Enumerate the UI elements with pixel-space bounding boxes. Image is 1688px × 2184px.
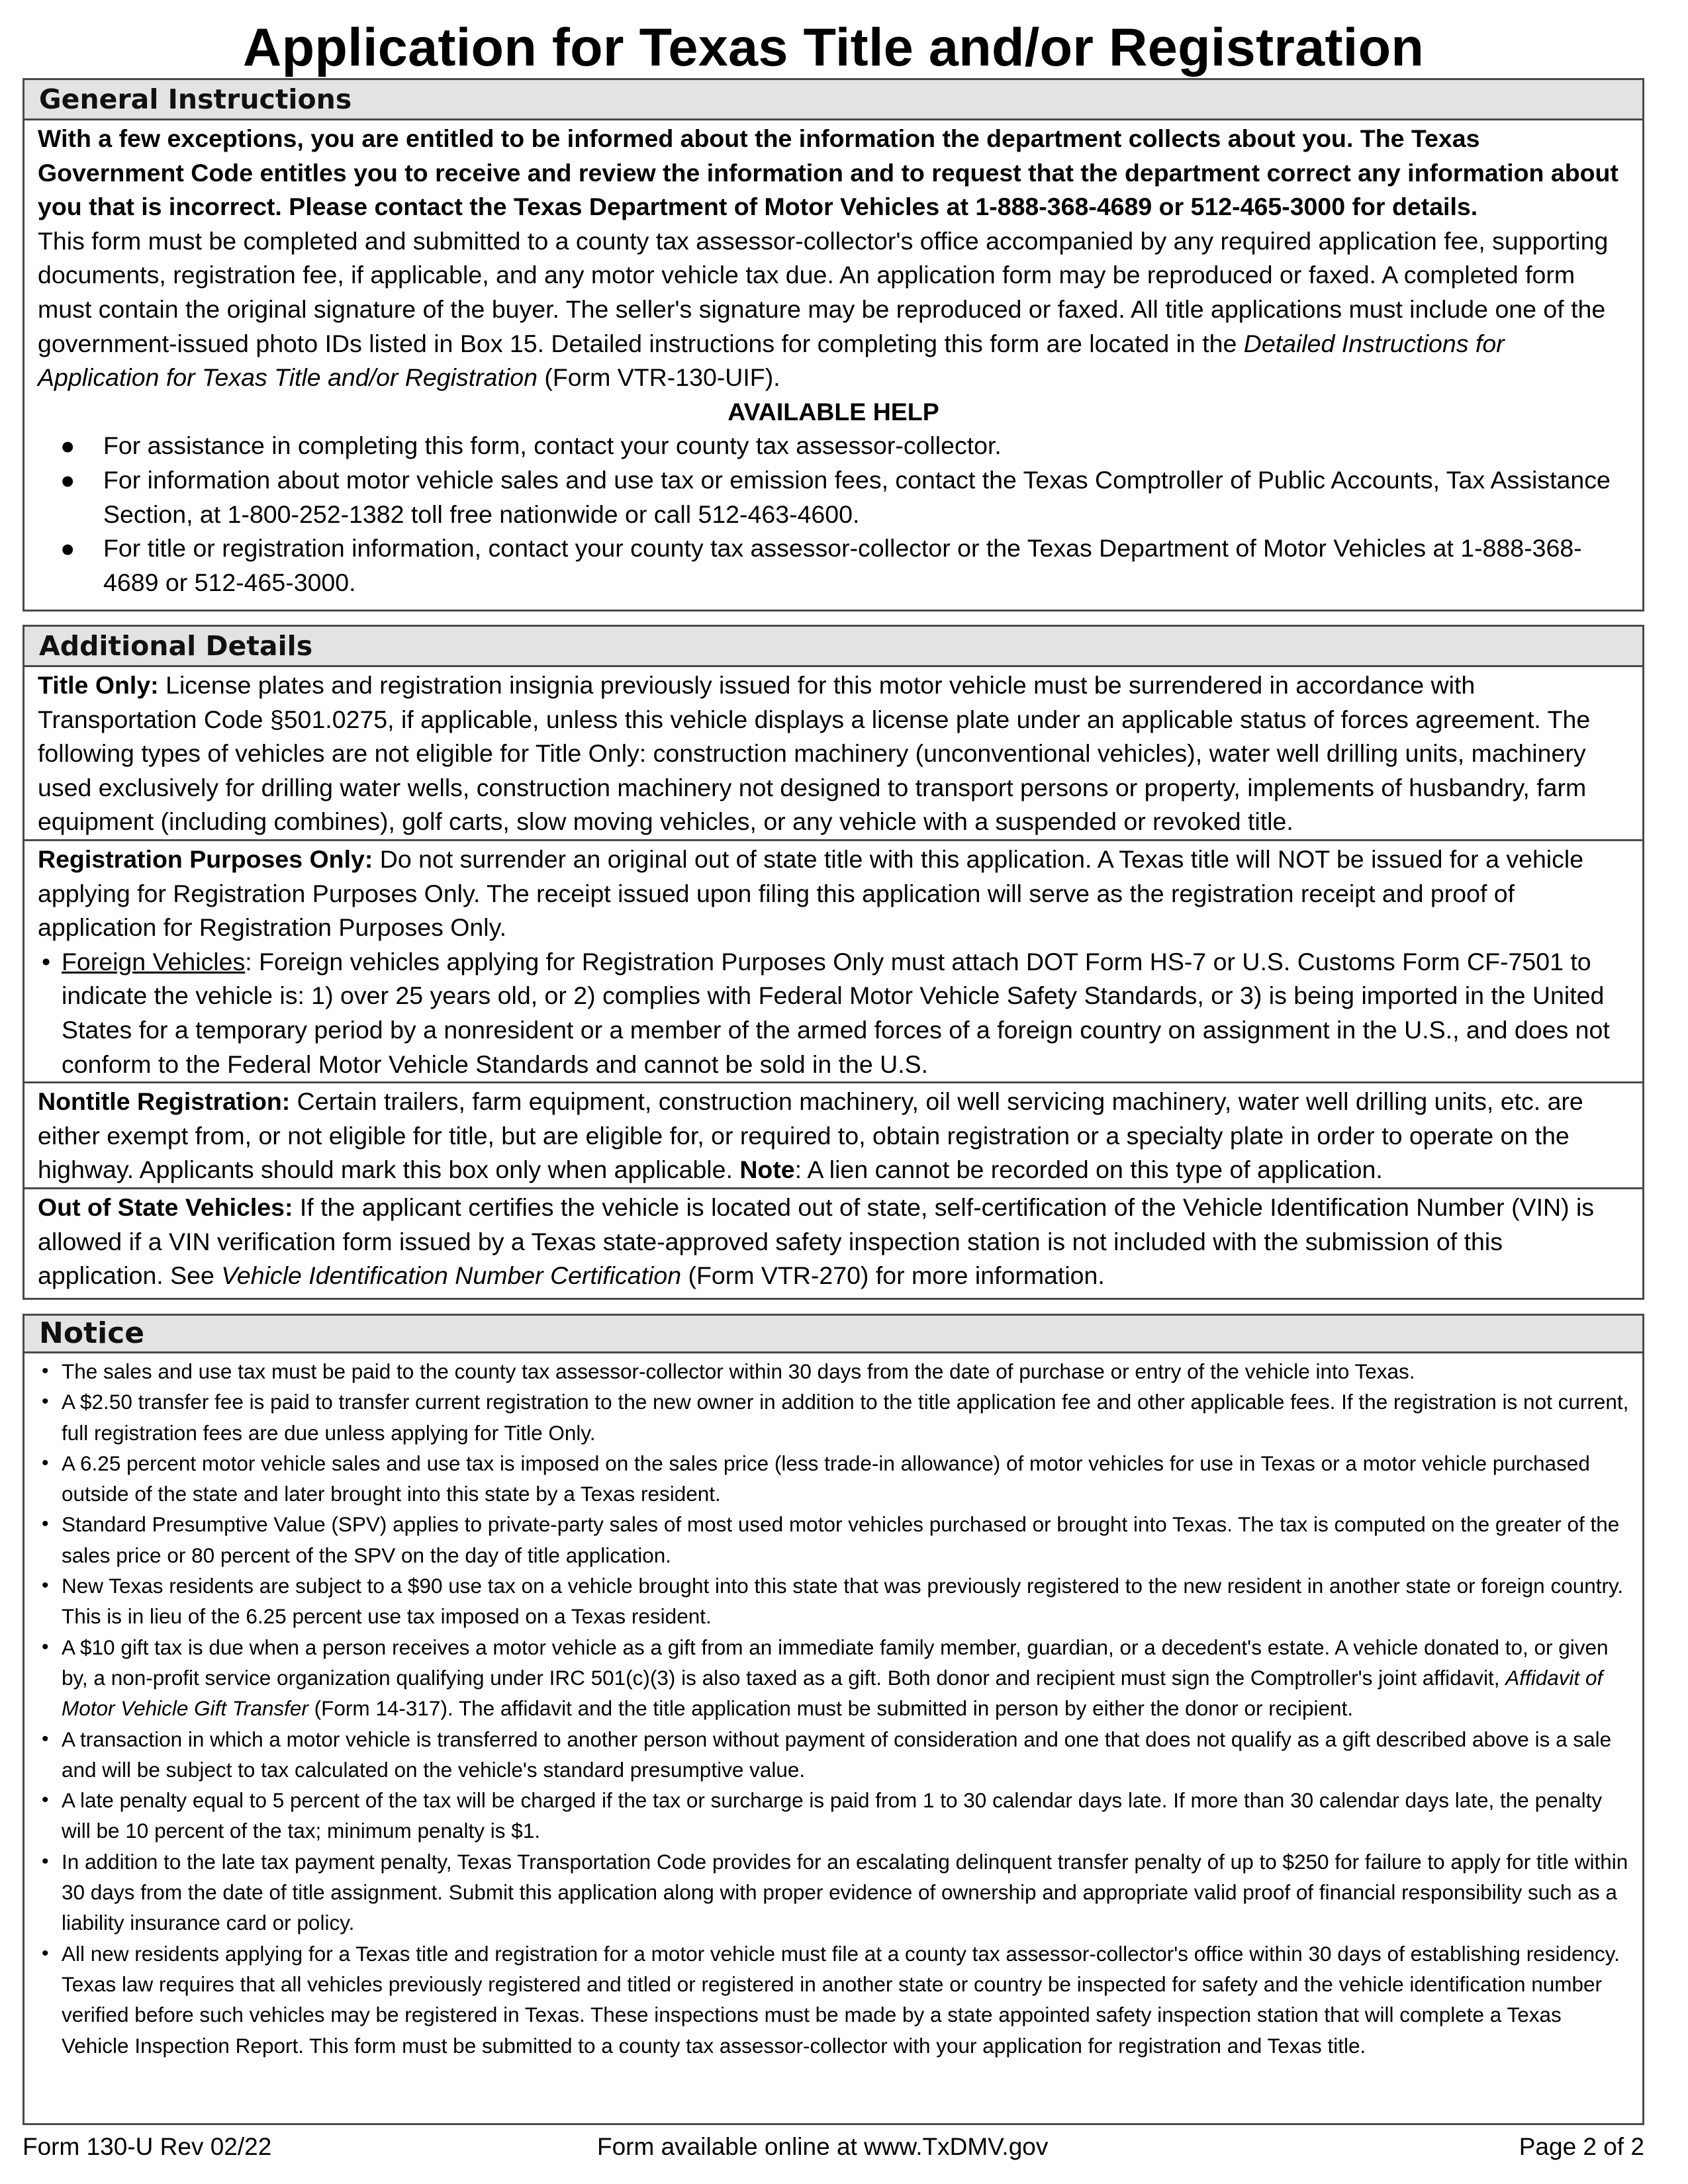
page-footer (23, 2130, 1644, 2164)
bullet-icon: • (42, 1635, 49, 1658)
section-heading: Additional Details (24, 627, 1642, 667)
website-link[interactable]: Form available online at www.TxDMV.gov (597, 2133, 1049, 2160)
list-item (38, 429, 1629, 463)
list-item-text: For information about motor vehicle sales and use tax or emission fees, contact the Texas Comptroller of Public Accounts, Tax Assistance Section, at 1-800-252-1382 toll free nationwide or call 512-463-4600. (103, 465, 1611, 528)
list-item (38, 1846, 1629, 1938)
note-text: : A lien cannot be recorded on this type of application. (794, 1156, 1383, 1184)
bullet-icon: ● (60, 466, 75, 494)
list-item (38, 463, 1629, 531)
gift-affidavit-reference: Affidavit of Motor Vehicle Gift Transfer (62, 1665, 1603, 1721)
bullet-icon: • (42, 1727, 49, 1750)
form-id: Form 130-U Rev 02/22 (23, 2133, 272, 2160)
general-instructions-section (23, 78, 1644, 612)
title-only-paragraph (38, 668, 1629, 839)
list-item (38, 1632, 1629, 1724)
bullet-icon: • (42, 1789, 49, 1811)
section-body (24, 120, 1642, 600)
list-item (38, 1938, 1629, 2061)
section-body (24, 1353, 1642, 2061)
list-item (38, 1448, 1629, 1510)
bullet-icon: • (42, 1513, 49, 1535)
notice-list (38, 1356, 1629, 2061)
privacy-notice: With a few exceptions, you are entitled to be informed about the information the department collects about you. The Texas Government Code entitles you to receive and review the information and to request that the department correct any information about you that is incorrect. Please contact the Texas Department of Motor Vehicles at 1-888-368-4689 or 512-465-3000 for details. (38, 124, 1618, 221)
list-item (38, 1570, 1629, 1632)
list-item-text: Standard Presumptive Value (SPV) applies to private-party sales of most used motor vehicles purchased or brought into Texas. The tax is computed on the greater of the sales price or 80 percent of the SPV on the day of title application. (62, 1512, 1620, 1567)
registration-only-paragraph (38, 842, 1629, 945)
registration-only-label: Registration Purposes Only: (38, 844, 373, 873)
out-of-state-block (24, 1187, 1642, 1293)
nontitle-text: Certain trailers, farm equipment, construction machinery, oil well servicing machinery, water well drilling units, etc. are either exempt from, or not eligible for title, but are eligible for, or required to, obtain registration or a specialty plate in order to operate on the highway. Applicants should mark this box only when applicable. (38, 1087, 1583, 1184)
list-item-text: A transaction in which a motor vehicle is transferred to another person without payment of consideration and one that does not qualify as a gift described above is a sale and will be subject to tax calculated on the vehicle's standard presumptive value. (62, 1727, 1612, 1782)
bullet-icon: • (42, 947, 51, 976)
bullet-icon: • (42, 1360, 49, 1382)
vin-certification-reference: Vehicle Identification Number Certification (221, 1261, 682, 1290)
submission-instructions (38, 224, 1629, 395)
list-item (38, 1509, 1629, 1570)
note-label: Note (739, 1156, 795, 1184)
section-body (24, 667, 1642, 1293)
list-item (38, 1724, 1629, 1786)
title-only-label: Title Only: (38, 671, 159, 699)
bullet-icon: ● (60, 432, 75, 460)
section-heading: Notice (24, 1316, 1642, 1353)
bullet-icon: • (42, 1574, 49, 1597)
nontitle-label: Nontitle Registration: (38, 1087, 291, 1116)
list-item-text: The sales and use tax must be paid to the county tax assessor-collector within 30 days from the date of purchase or entry of the vehicle into Texas. (62, 1359, 1415, 1383)
bullet-icon: • (42, 1942, 49, 1964)
foreign-vehicles-label: Foreign Vehicles (62, 947, 246, 976)
registration-only-text: Do not surrender an original out of state title with this application. A Texas title will NOT be issued for a vehicle applying for Registration Purposes Only. The receipt issued upon filing this application will serve as the registration receipt and proof of application for Registration Purposes Only. (38, 844, 1584, 942)
list-item-text: In addition to the late tax payment penalty, Texas Transportation Code provides for an escalating delinquent transfer penalty of up to $250 for failure to apply for title within 30 days from the date of title assignment. Submit this application along with proper evidence of ownership and appropriate valid proof of financial responsibility such as a liability insurance card or policy. (62, 1849, 1628, 1935)
list-item (38, 1785, 1629, 1846)
bullet-icon: ● (60, 535, 75, 563)
out-of-state-paragraph (38, 1191, 1629, 1293)
section-heading: General Instructions (24, 80, 1642, 120)
list-item (38, 1387, 1629, 1448)
list-item-text: For title or registration information, contact your county tax assessor-collector or the Texas Department of Motor Vehicles at 1-888-368-4689 or 512-465-3000. (103, 534, 1582, 596)
foreign-vehicles-item (38, 945, 1629, 1081)
bullet-icon: • (42, 1451, 49, 1474)
instructions-text: This form must be completed and submitted to a county tax assessor-collector's office accompanied by any required application fee, supporting documents, registration fee, if applicable, and any motor vehicle tax due. An application form may be reproduced or faxed. A completed form must contain the original signature of the buyer. The seller's signature may be reproduced or faxed. All title applications must include one of the government-issued photo IDs listed in Box 15. Detailed instructions for completing this form are located in the (38, 226, 1609, 357)
list-item (38, 1356, 1629, 1387)
out-of-state-label: Out of State Vehicles: (38, 1193, 293, 1221)
instructions-form-number: (Form VTR-130-UIF). (537, 363, 780, 392)
gift-tax-text-end: (Form 14-317). The affidavit and the title application must be submitted in person by either the donor or recipient. (308, 1696, 1354, 1721)
list-item-text: All new residents applying for a Texas title and registration for a motor vehicle must file at a county tax assessor-collector's office within 30 days of establishing residency. Texas law requires that all vehicles previously registered and titled or registered in another state or country be inspected for safety and the vehicle identification number verified before such vehicles may be registered in Texas. These inspections must be made by a state appointed safety inspection station that will complete a Texas Vehicle Inspection Report. This form must be submitted to a county tax assessor-collector with your application for registration and Texas title. (62, 1941, 1620, 2058)
instructions-reference: Detailed Instructions for Application for Texas Title and/or Registration (38, 329, 1505, 392)
list-item-text: New Texas residents are subject to a $90 use tax on a vehicle brought into this state that was previously registered to the new resident in another state or foreign country. This is in lieu of the 6.25 percent use tax imposed on a Texas resident. (62, 1574, 1624, 1629)
list-item (38, 531, 1629, 600)
list-item-text: A $2.50 transfer fee is paid to transfer current registration to the new owner in addition to the title application fee and other applicable fees. If the registration is not current, full registration fees are due unless applying for Title Only. (62, 1390, 1629, 1445)
list-item-text: A 6.25 percent motor vehicle sales and use tax is imposed on the sales price (less trade-in allowance) of motor vehicles for use in Texas or a motor vehicle purchased outside of the state and later brought into this state by a Texas resident. (62, 1451, 1590, 1506)
available-help-heading: AVAILABLE HELP (727, 397, 939, 426)
help-list (38, 429, 1629, 600)
nontitle-paragraph (38, 1085, 1629, 1187)
bullet-icon: • (42, 1850, 49, 1872)
out-of-state-text-end: (Form VTR-270) for more information. (681, 1261, 1105, 1290)
gift-tax-text: A $10 gift tax is due when a person receives a motor vehicle as a gift from an immediate family member, guardian, or a decedent's estate. A vehicle donated to, or given by, a non-profit service organization qualifying under IRC 501(c)(3) is also taxed as a gift. Both donor and recipient must sign the Comptroller's joint affidavit, (62, 1635, 1609, 1690)
foreign-vehicles-text: : Foreign vehicles applying for Registration Purposes Only must attach DOT Form HS-7 or U.S. Customs Form CF-7501 to indicate the vehicle is: 1) over 25 years old, or 2) complies with Federal Motor Vehicle Safety Standards, or 3) is being imported in the United States for a temporary period by a nonresident or a member of the armed forces of a foreign country on assignment in the U.S., and does not conform to the Federal Motor Vehicle Standards and cannot be sold in the U.S. (62, 947, 1610, 1078)
out-of-state-text: If the applicant certifies the vehicle is located out of state, self-certification of the Vehicle Identification Number (VIN) is allowed if a VIN verification form issued by a Texas state-approved safety inspection station is not included with the submission of this application. See (38, 1193, 1595, 1290)
nontitle-block (24, 1081, 1642, 1187)
notice-section (23, 1314, 1644, 2125)
list-item-text: A late penalty equal to 5 percent of the tax will be charged if the tax or surcharge is paid from 1 to 30 calendar days late. If more than 30 calendar days late, the penalty will be 10 percent of the tax; minimum penalty is $1. (62, 1788, 1603, 1843)
bullet-icon: • (42, 1390, 49, 1413)
form-title: Application for Texas Title and/or Registration (242, 18, 1425, 77)
page-number: Page 2 of 2 (1519, 2133, 1644, 2160)
list-item-text: For assistance in completing this form, contact your county tax assessor-collector. (103, 432, 1002, 460)
title-only-text: License plates and registration insignia previously issued for this motor vehicle must be surrendered in accordance with Transportation Code §501.0275, if applicable, unless this vehicle displays a license plate under an applicable status of forces agreement. The following types of vehicles are not eligible for Title Only: construction machinery (unconventional vehicles), water well drilling units, machinery used exclusively for drilling water wells, construction machinery not designed to transport persons or property, implements of husbandry, farm equipment (including combines), golf carts, slow moving vehicles, or any vehicle with a suspended or revoked title. (38, 671, 1591, 836)
additional-details-section (23, 625, 1644, 1300)
registration-only-block (24, 839, 1642, 1081)
